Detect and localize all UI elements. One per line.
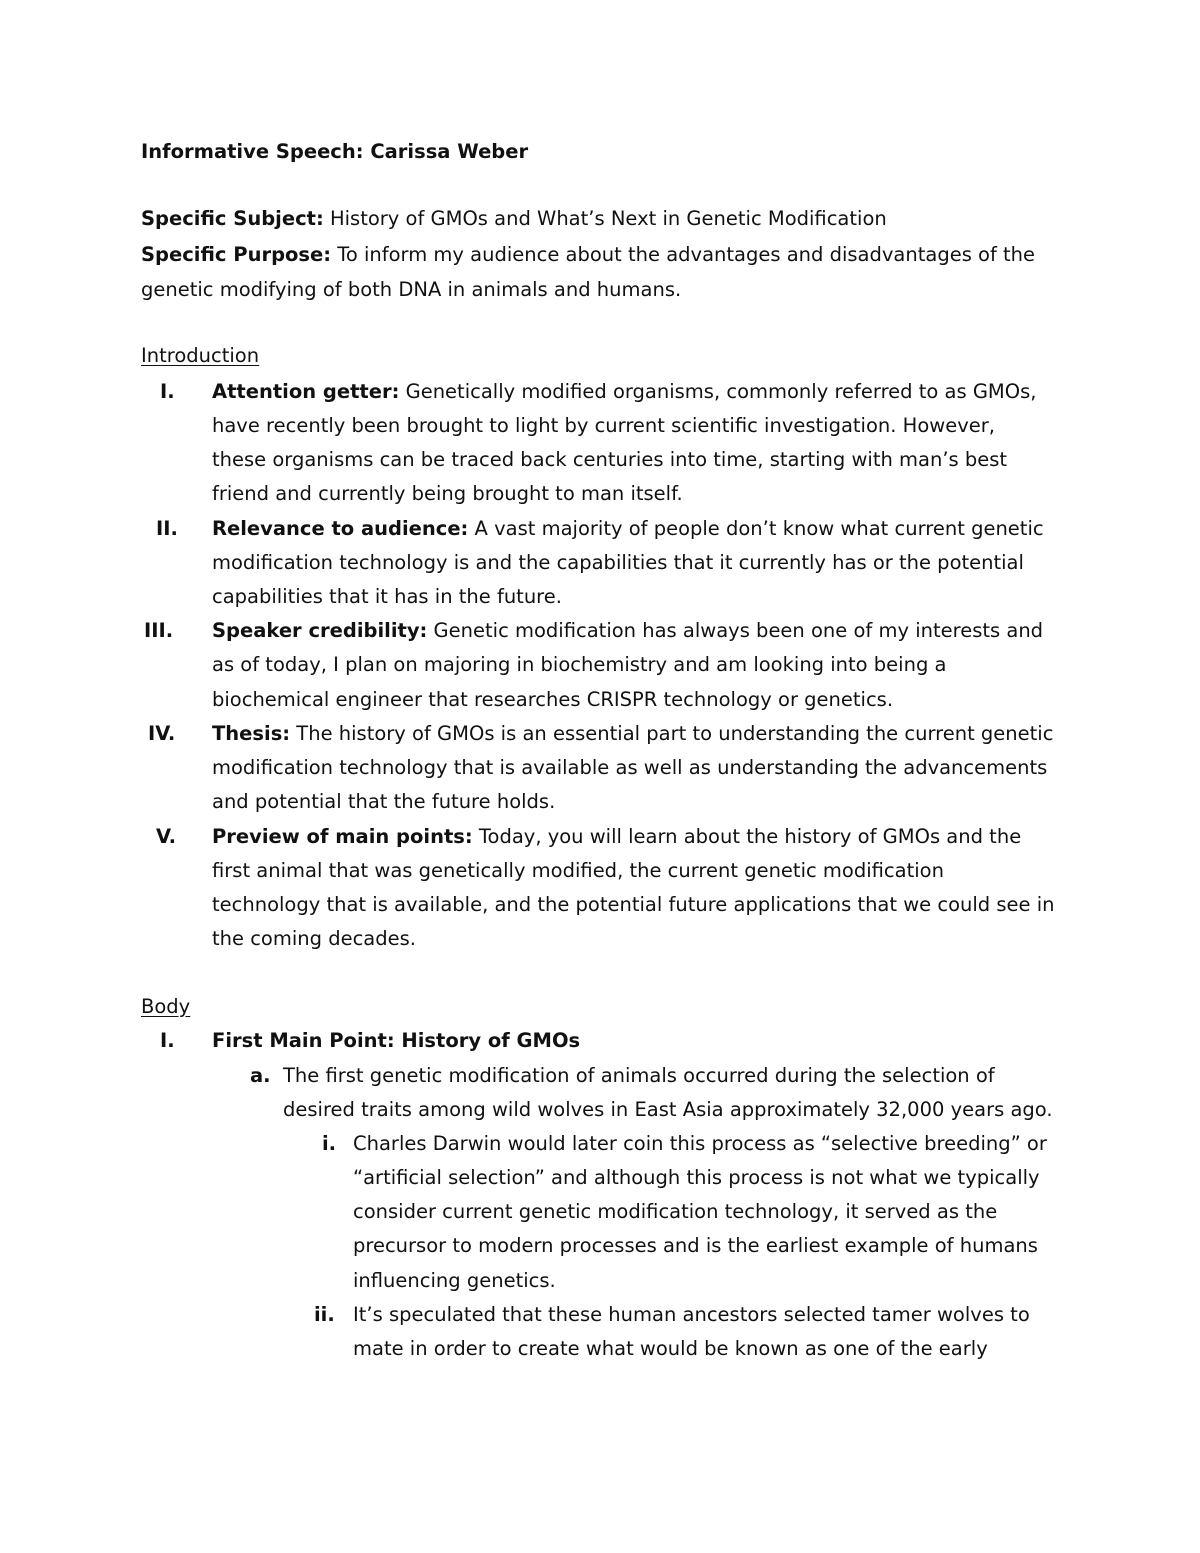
- item-label: Attention getter:: [212, 380, 400, 403]
- intro-item-preview: [212, 825, 1021, 849]
- sub-point-i-text: Charles Darwin would later coin this process as “selective breeding” or: [353, 1132, 1047, 1155]
- item-label: Relevance to audience:: [212, 517, 469, 540]
- specific-purpose-text: To inform my audience about the advantages and disadvantages of the: [331, 243, 1036, 266]
- sub-point-i-text: influencing genetics.: [353, 1269, 556, 1292]
- intro-item-credibility: [212, 619, 1043, 643]
- intro-item-attention-getter: [212, 380, 1036, 404]
- sub-point-a-text: desired traits among wild wolves in East Asia approximately 32,000 years ago.: [283, 1098, 1053, 1121]
- item-text-line: technology that is available, and the potential future applications that we could see in: [212, 893, 1055, 916]
- sub-point-i-text: “artificial selection” and although this process is not what we typically: [353, 1166, 1040, 1189]
- sub-point-a-number: a.: [250, 1064, 271, 1087]
- item-label: Preview of main points:: [212, 825, 473, 848]
- item-text: Today, you will learn about the history of GMOs and the: [472, 825, 1022, 848]
- item-text-line: have recently been brought to light by current scientific investigation. However,: [212, 414, 995, 437]
- item-text-line: friend and currently being brought to man itself.: [212, 482, 683, 505]
- intro-item-number: IV.: [148, 722, 176, 745]
- sub-point-i-text: consider current genetic modification technology, it served as the: [353, 1200, 998, 1223]
- item-text-line: as of today, I plan on majoring in biochemistry and am looking into being a: [212, 653, 947, 676]
- body-main-point-number: I.: [160, 1029, 175, 1052]
- intro-item-number: V.: [156, 825, 176, 848]
- item-text-line: biochemical engineer that researches CRISPR technology or genetics.: [212, 688, 894, 711]
- intro-item-number: II.: [156, 517, 178, 540]
- item-label: Thesis:: [212, 722, 291, 745]
- sub-point-a-text: The first genetic modification of animals occurred during the selection of: [283, 1064, 995, 1087]
- item-text-line: capabilities that it has in the future.: [212, 585, 562, 608]
- sub-point-i-number: i.: [322, 1132, 337, 1155]
- body-heading: Body: [141, 995, 191, 1018]
- intro-item-number: III.: [144, 619, 174, 642]
- specific-subject-text: History of GMOs and What’s Next in Genetic Modification: [323, 207, 887, 230]
- item-label: Speaker credibility:: [212, 619, 428, 642]
- document-title: Informative Speech: Carissa Weber: [141, 140, 529, 163]
- sub-point-ii-number: ii.: [314, 1303, 335, 1326]
- item-text-line: first animal that was genetically modified, the current genetic modification: [212, 859, 944, 882]
- item-text: Genetically modified organisms, commonly referred to as GMOs,: [399, 380, 1037, 403]
- specific-purpose-continued: genetic modifying of both DNA in animals and humans.: [141, 278, 682, 301]
- specific-subject: [141, 207, 887, 231]
- sub-point-ii-text: mate in order to create what would be known as one of the early: [353, 1337, 988, 1360]
- specific-purpose-label: Specific Purpose:: [141, 243, 332, 266]
- sub-point-ii-text: It’s speculated that these human ancestors selected tamer wolves to: [353, 1303, 1030, 1326]
- item-text-line: modification technology is and the capabilities that it currently has or the potential: [212, 551, 1024, 574]
- body-main-point-title: First Main Point: History of GMOs: [212, 1029, 581, 1052]
- intro-item-number: I.: [160, 380, 175, 403]
- specific-purpose: [141, 243, 1035, 267]
- sub-point-i-text: precursor to modern processes and is the earliest example of humans: [353, 1234, 1038, 1257]
- intro-item-thesis: [212, 722, 1053, 746]
- item-text-line: and potential that the future holds.: [212, 790, 556, 813]
- introduction-heading: Introduction: [141, 344, 260, 367]
- item-text-line: these organisms can be traced back centuries into time, starting with man’s best: [212, 448, 1008, 471]
- specific-subject-label: Specific Subject:: [141, 207, 324, 230]
- intro-item-relevance: [212, 517, 1044, 541]
- item-text-line: modification technology that is available as well as understanding the advancements: [212, 756, 1048, 779]
- item-text: The history of GMOs is an essential part to understanding the current genetic: [290, 722, 1054, 745]
- item-text: Genetic modification has always been one of my interests and: [427, 619, 1044, 642]
- item-text-line: the coming decades.: [212, 927, 416, 950]
- item-text: A vast majority of people don’t know what current genetic: [468, 517, 1044, 540]
